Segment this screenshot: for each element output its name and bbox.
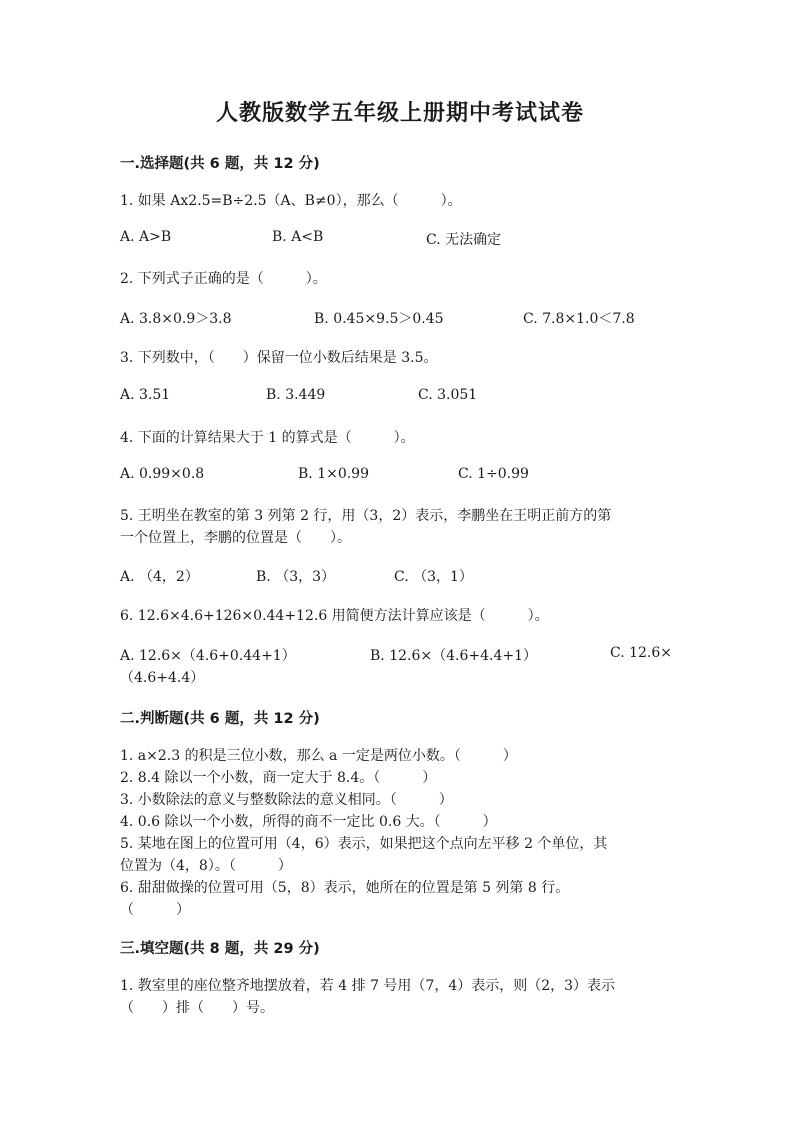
section-heading-choice: 一.选择题(共 6 题，共 12 分) [120, 156, 320, 172]
question-5-line-1: 5. 王明坐在教室的第 3 列第 2 行，用（3，2）表示，李鹏坐在王明正前方的第 [120, 508, 612, 524]
q3-option-c: C. 3.051 [418, 387, 478, 403]
judgment-line: 位置为（4，8）。（ ） [120, 858, 292, 874]
question-5-line-2: 一个位置上，李鹏的位置是（ ）。 [120, 530, 351, 546]
q5-option-b: B. （3，3） [256, 569, 336, 585]
q6-option-c: C. 12.6× [610, 645, 673, 661]
q5-option-a: A. （4，2） [120, 569, 199, 585]
q1-option-a: A. A>B [120, 229, 172, 245]
q4-option-a: A. 0.99×0.8 [120, 466, 205, 482]
exam-title: 人教版数学五年级上册期中考试试卷 [215, 101, 584, 126]
question-4: 4. 下面的计算结果大于 1 的算式是（ ）。 [120, 430, 415, 446]
judgment-line: 5. 某地在图上的位置可用（4，6）表示，如果把这个点向左平移 2 个单位，其 [120, 836, 608, 852]
q2-option-c: C. 7.8×1.0＜7.8 [523, 311, 635, 327]
q1-option-c: C. 无法确定 [426, 232, 502, 248]
q2-option-a: A. 3.8×0.9＞3.8 [120, 311, 232, 327]
question-6: 6. 12.6×4.6+126×0.44+12.6 用简便方法计算应该是（ ）。 [120, 608, 549, 624]
question-1: 1. 如果 Ax2.5=B÷2.5（A、B≠0），那么（ ）。 [120, 193, 462, 209]
question-3: 3. 下列数中，（ ）保留一位小数后结果是 3.5。 [120, 350, 438, 366]
judgment-line: 4. 0.6 除以一个小数，所得的商不一定比 0.6 大。（ ） [120, 814, 497, 830]
judgment-line: 2. 8.4 除以一个小数，商一定大于 8.4。（ ） [120, 770, 437, 786]
q6-option-c-continuation: （4.6+4.4） [120, 670, 205, 686]
judgment-line: 6. 甜甜做操的位置可用（5，8）表示，她所在的位置是第 5 列第 8 行。 [120, 880, 570, 896]
q3-option-a: A. 3.51 [120, 387, 171, 403]
fill-question-1-line-2: （ ）排（ ）号。 [120, 1000, 274, 1016]
q1-option-b: B. A<B [272, 229, 324, 245]
q6-option-b: B. 12.6×（4.6+4.4+1） [370, 648, 537, 664]
question-2: 2. 下列式子正确的是（ ）。 [120, 271, 327, 287]
q2-option-b: B. 0.45×9.5＞0.45 [314, 311, 444, 327]
section-heading-fill-in: 三.填空题(共 8 题，共 29 分) [120, 941, 320, 957]
q5-option-c: C. （3，1） [394, 569, 473, 585]
q4-option-b: B. 1×0.99 [298, 466, 369, 482]
section-heading-judgment: 二.判断题(共 6 题，共 12 分) [120, 711, 320, 727]
q3-option-b: B. 3.449 [266, 387, 326, 403]
q6-option-a: A. 12.6×（4.6+0.44+1） [120, 648, 296, 664]
fill-question-1-line-1: 1. 教室里的座位整齐地摆放着，若 4 排 7 号用（7，4）表示，则（2，3）表示 [120, 978, 616, 994]
judgment-line: （ ） [120, 902, 190, 918]
judgment-line: 1. a×2.3 的积是三位小数，那么 a 一定是两位小数。（ ） [120, 748, 517, 764]
q4-option-c: C. 1÷0.99 [458, 466, 529, 482]
judgment-line: 3. 小数除法的意义与整数除法的意义相同。（ ） [120, 792, 453, 808]
